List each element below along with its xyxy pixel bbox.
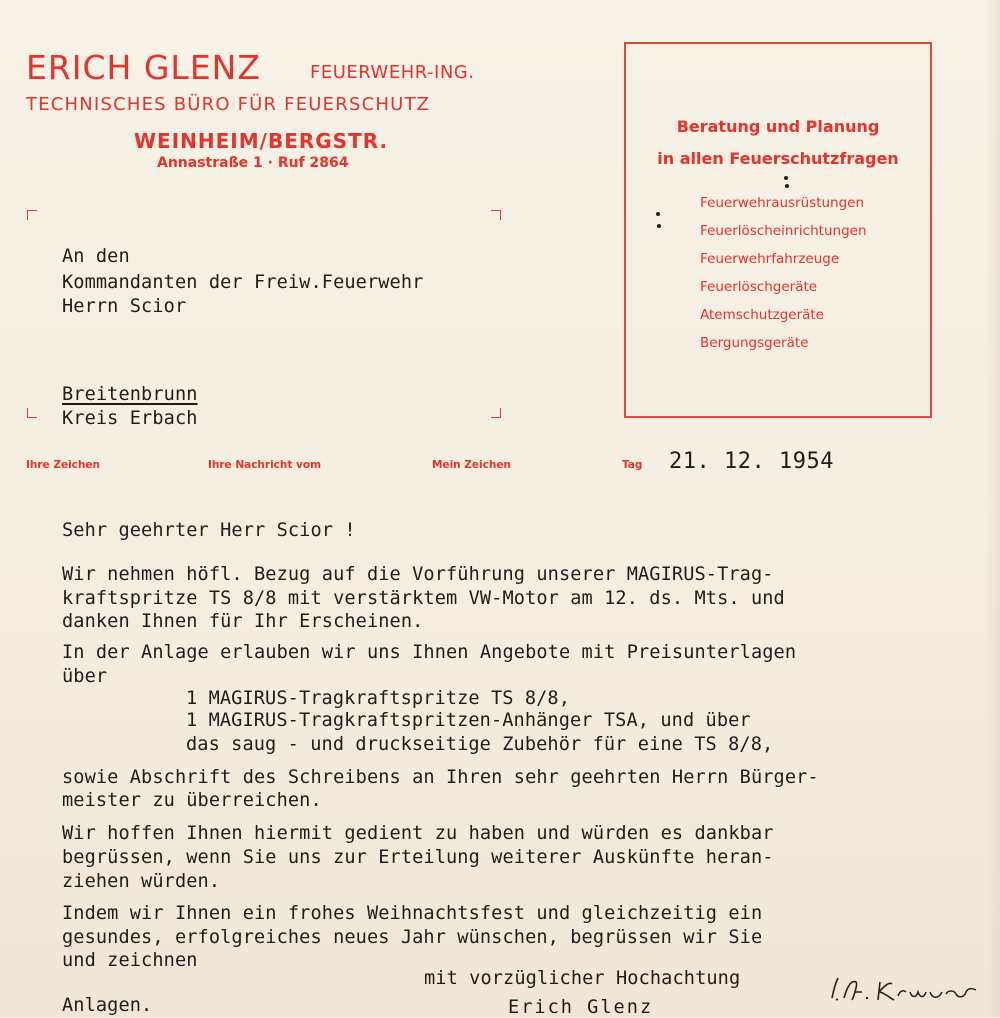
ink-dot — [785, 184, 789, 188]
recipient-line: Herrn Scior — [62, 296, 187, 317]
letter-date: 21. 12. 1954 — [669, 449, 834, 474]
services-item: Atemschutzgeräte — [700, 307, 824, 323]
body-line: In der Anlage erlauben wir uns Ihnen Angebote mit Preisunterlagen — [62, 642, 797, 663]
ink-dot — [657, 224, 661, 228]
services-heading-1: Beratung und Planung — [676, 117, 880, 136]
letterhead-office: TECHNISCHES BÜRO FÜR FEUERSCHUTZ — [26, 94, 431, 115]
body-line: Wir hoffen Ihnen hiermit gedient zu haben und würden es dankbar — [62, 823, 774, 844]
ink-dot — [656, 212, 660, 216]
body-line: kraftspritze TS 8/8 mit verstärktem VW-Motor am 12. ds. Mts. und — [62, 588, 785, 609]
closing-regards: mit vorzüglicher Hochachtung — [424, 968, 741, 989]
recipient-town: Breitenbrunn — [62, 384, 198, 405]
enclosures-label: Anlagen. — [62, 995, 153, 1016]
body-line: gesundes, erfolgreiches neues Jahr wünschen, begrüssen wir Sie — [62, 927, 763, 948]
handwritten-signature — [826, 970, 986, 1010]
body-line: Wir nehmen höfl. Bezug auf die Vorführung unserer MAGIRUS-Trag- — [62, 564, 774, 585]
offer-line: 1 MAGIRUS-Tragkraftspritze TS 8/8, — [186, 688, 571, 709]
salutation: Sehr geehrter Herr Scior ! — [62, 520, 356, 541]
recipient-district: Kreis Erbach — [62, 408, 198, 429]
letterhead-title: FEUERWEHR-ING. — [310, 62, 475, 83]
offer-line: das saug - und druckseitige Zubehör für eine TS 8/8, — [186, 734, 774, 755]
ref-tag: Tag — [622, 459, 643, 471]
services-list — [700, 194, 867, 362]
recipient-line: An den — [62, 246, 130, 267]
services-item: Feuerwehrausrüstungen — [700, 195, 865, 211]
window-corner-mark — [491, 210, 501, 220]
offer-line: 1 MAGIRUS-Tragkraftspritzen-Anhänger TSA, und über — [186, 710, 751, 731]
body-line: und zeichnen — [62, 950, 198, 971]
services-item: Bergungsgeräte — [700, 335, 809, 351]
body-line: meister zu überreichen. — [62, 790, 322, 811]
recipient-line: Kommandanten der Freiw.Feuerwehr — [62, 272, 424, 293]
letterhead-name: ERICH GLENZ — [26, 48, 261, 87]
sender-name: Erich Glenz — [508, 997, 654, 1018]
body-line: Indem wir Ihnen ein frohes Weihnachtsfest und gleichzeitig ein — [62, 903, 763, 924]
ref-mein-zeichen: Mein Zeichen — [432, 459, 511, 471]
services-heading-2: in allen Feuerschutzfragen — [657, 149, 899, 168]
ink-dot — [784, 176, 788, 180]
letterhead-address: Annastraße 1 · Ruf 2864 — [157, 155, 349, 171]
window-corner-mark — [491, 408, 501, 418]
paper-edge — [986, 0, 1000, 1017]
ref-ihre-nachricht: Ihre Nachricht vom — [208, 459, 322, 471]
body-line: über — [62, 666, 108, 687]
window-corner-mark — [27, 210, 37, 220]
window-corner-mark — [27, 408, 37, 418]
body-line: sowie Abschrift des Schreibens an Ihren sehr geehrten Herrn Bürger- — [62, 767, 819, 788]
body-line: begrüssen, wenn Sie uns zur Erteilung weiterer Auskünfte heran- — [62, 847, 774, 868]
letterhead-city: WEINHEIM/BERGSTR. — [134, 129, 389, 153]
ref-ihre-zeichen: Ihre Zeichen — [26, 459, 100, 471]
services-item: Feuerlöscheinrichtungen — [700, 223, 867, 239]
body-line: ziehen würden. — [62, 871, 221, 892]
services-item: Feuerlöschgeräte — [700, 279, 818, 295]
services-box — [624, 42, 932, 418]
body-line: danken Ihnen für Ihr Erscheinen. — [62, 611, 424, 632]
services-item: Feuerwehrfahrzeuge — [700, 251, 840, 267]
